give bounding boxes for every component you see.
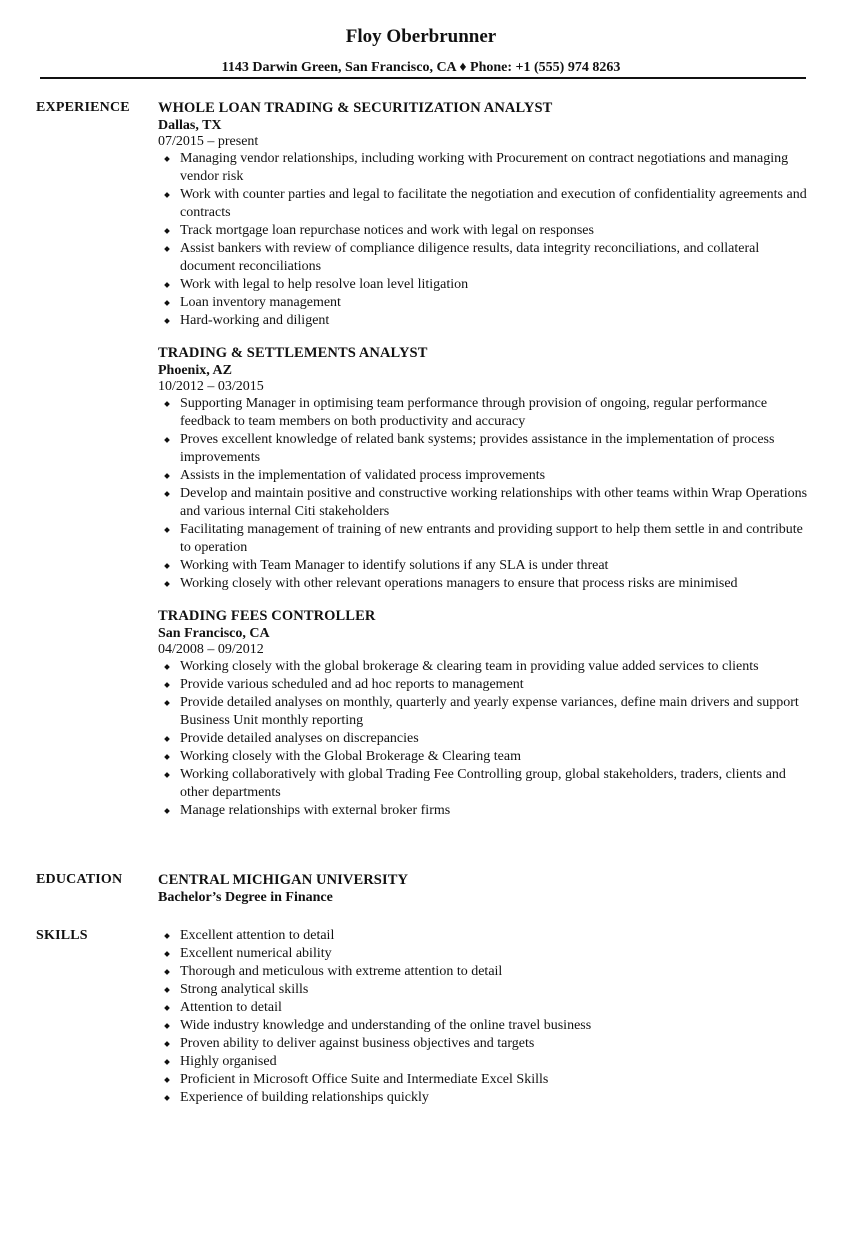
education-label: EDUCATION — [36, 872, 123, 887]
skill-item: Experience of building relationships quickly — [180, 1089, 808, 1107]
bullet-item: Managing vendor relationships, including working with Procurement on contract negotiations and managing vendor risk — [180, 150, 808, 186]
job-entry — [158, 99, 808, 330]
bullet-item: Provide detailed analyses on monthly, quarterly and yearly expense variances, define main drivers and support Business Unit monthly reporting — [180, 694, 808, 730]
skill-item: Proficient in Microsoft Office Suite and Intermediate Excel Skills — [180, 1071, 808, 1089]
skills-body — [158, 927, 808, 1107]
job-location: Phoenix, AZ — [158, 363, 232, 378]
bullet-item: Manage relationships with external broker firms — [180, 802, 808, 820]
skill-item: Proven ability to deliver against business objectives and targets — [180, 1035, 808, 1053]
job-bullets — [158, 395, 808, 593]
skills-label: SKILLS — [36, 928, 88, 943]
skill-item: Wide industry knowledge and understanding of the online travel business — [180, 1017, 808, 1035]
contact-line: 1143 Darwin Green, San Francisco, CA ♦ Phone: +1 (555) 974 8263 — [221, 60, 621, 75]
job-entry — [158, 344, 808, 593]
bullet-item: Supporting Manager in optimising team performance through provision of ongoing, regular performance feedback to team members on both productivity and accuracy — [180, 395, 808, 431]
bullet-item: Provide detailed analyses on discrepancies — [180, 730, 808, 748]
job-title: TRADING FEES CONTROLLER — [158, 608, 376, 624]
experience-label: EXPERIENCE — [36, 100, 130, 115]
job-dates: 07/2015 – present — [158, 134, 259, 149]
header-divider — [40, 77, 806, 79]
bullet-item: Assists in the implementation of validated process improvements — [180, 467, 808, 485]
job-dates: 04/2008 – 09/2012 — [158, 642, 264, 657]
experience-body — [158, 99, 808, 834]
bullet-item: Work with counter parties and legal to facilitate the negotiation and execution of confidentiality agreements and contracts — [180, 187, 807, 220]
job-bullets — [158, 658, 808, 820]
bullet-item: Working with Team Manager to identify solutions if any SLA is under threat — [180, 557, 808, 575]
bullet-item: Loan inventory management — [180, 294, 808, 312]
skill-item: Thorough and meticulous with extreme attention to detail — [180, 963, 808, 981]
skill-item: Attention to detail — [180, 999, 808, 1017]
job-dates: 10/2012 – 03/2015 — [158, 379, 264, 394]
bullet-item: Develop and maintain positive and constructive working relationships with other teams within Wrap Operations and various internal Citi stakeholders — [180, 486, 808, 519]
skills-list — [158, 927, 808, 1107]
school-name: CENTRAL MICHIGAN UNIVERSITY — [158, 872, 409, 888]
job-entry — [158, 607, 808, 820]
bullet-item: Hard-working and diligent — [180, 312, 808, 330]
job-title: TRADING & SETTLEMENTS ANALYST — [158, 345, 428, 361]
bullet-item: Track mortgage loan repurchase notices and work with legal on responses — [180, 222, 808, 240]
skill-item: Highly organised — [180, 1053, 808, 1071]
bullet-item: Working collaboratively with global Trading Fee Controlling group, global stakeholders, traders, clients and other departments — [180, 766, 808, 802]
bullet-item: Proves excellent knowledge of related bank systems; provides assistance in the implementation of process improvements — [180, 431, 808, 467]
bullet-item: Working closely with the Global Brokerage & Clearing team — [180, 748, 808, 766]
job-location: San Francisco, CA — [158, 626, 270, 641]
skill-item: Excellent numerical ability — [180, 945, 808, 963]
job-bullets — [158, 150, 808, 330]
bullet-item: Assist bankers with review of compliance diligence results, data integrity reconciliations, and collateral document reconciliations — [180, 240, 808, 276]
job-location: Dallas, TX — [158, 118, 222, 133]
skill-item: Strong analytical skills — [180, 981, 808, 999]
bullet-item: Work with legal to help resolve loan level litigation — [180, 276, 808, 294]
bullet-item: Working closely with the global brokerage & clearing team in providing value added services to clients — [180, 658, 808, 676]
candidate-name: Floy Oberbrunner — [345, 26, 497, 47]
job-title: WHOLE LOAN TRADING & SECURITIZATION ANALYST — [158, 100, 553, 116]
bullet-item: Working closely with other relevant operations managers to ensure that process risks are minimised — [180, 575, 808, 593]
bullet-item: Provide various scheduled and ad hoc reports to management — [180, 676, 808, 694]
bullet-item: Facilitating management of training of new entrants and providing support to help them settle in and contribute to operation — [180, 521, 808, 557]
degree: Bachelor’s Degree in Finance — [158, 890, 333, 905]
skill-item: Excellent attention to detail — [180, 927, 808, 945]
education-body — [158, 871, 808, 906]
